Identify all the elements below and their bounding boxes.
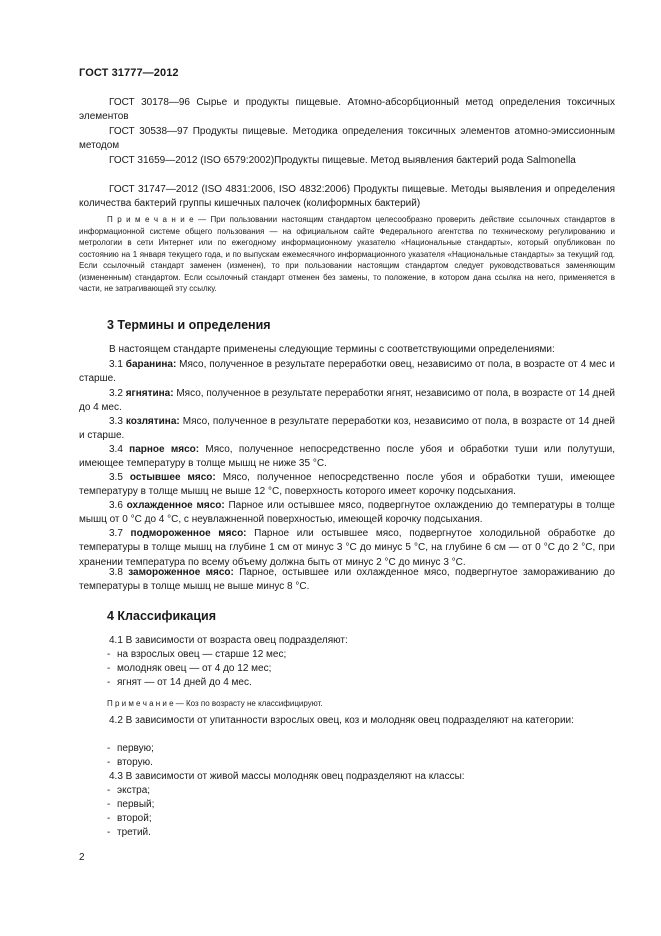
term-name: подмороженное мясо: [130, 528, 247, 539]
term-number: 3.7 [109, 528, 131, 539]
note-label: П р и м е ч а н и е — [107, 215, 207, 224]
note-label: П р и м е ч а н и е — [107, 699, 184, 708]
term-number: 3.2 [109, 388, 126, 399]
term-number: 3.3 [109, 416, 126, 427]
list-item: - экстра; [107, 785, 151, 796]
section-heading: 4 Классификация [107, 609, 217, 623]
note-paragraph [79, 698, 615, 710]
term-text: Мясо, полученное непосредственно после убоя и обработки туши, имеющее температуру в толще мышц не выше 12 °С, поверхность которого имеет корочку подсыхания. [79, 472, 615, 498]
reference-item: ГОСТ 31659—2012 (ISO 6579:2002)Продукты пищевые. Метод выявления бактерий рода Salmonella [109, 155, 576, 166]
term-text: Мясо, полученное в результате переработки овец, независимо от пола, в возрасте от 4 мес и старше. [79, 359, 615, 385]
term-definition [79, 527, 615, 570]
page-number: 2 [79, 852, 85, 863]
term-text: Мясо, полученное в результате переработки ягнят, независимо от пола, в возрасте от 14 дней до 4 мес. [79, 388, 615, 414]
clause-paragraph: 4.1 В зависимости от возраста овец подразделяют: [109, 635, 348, 646]
note-paragraph [79, 214, 615, 295]
reference-item: ГОСТ 31747—2012 (ISO 4831:2006, ISO 4832:2006) Продукты пищевые. Методы выявления и определения количества бактерий группы кишечных палочек (колиформных бактерий) [79, 184, 615, 210]
term-definition [79, 499, 615, 528]
term-number: 3.1 [109, 359, 126, 370]
term-name: баранина: [125, 359, 177, 370]
list-item: - вторую. [107, 757, 153, 768]
term-number: 3.8 [109, 567, 129, 578]
section-heading: 3 Термины и определения [107, 318, 271, 332]
term-number: 3.4 [109, 444, 130, 455]
term-definition [79, 471, 615, 500]
note-text: Коз по возрасту не классифицируют. [183, 699, 323, 708]
term-name: парное мясо: [129, 444, 200, 455]
list-item: - молодняк овец — от 4 до 12 мес; [107, 663, 272, 674]
list-item: - первый; [107, 799, 155, 810]
list-item: - ягнят — от 14 дней до 4 мес. [107, 677, 252, 688]
document-header: ГОСТ 31777—2012 [79, 67, 179, 79]
term-text: Парное или остывшее мясо, подвергнутое охлаждению до температуры в толще мышц от 0 °С до 4 °С, с неувлажненной поверхностью, имеющей корочку подсыхания. [79, 500, 615, 526]
term-name: охлажденное мясо: [126, 500, 225, 511]
term-name: остывшее мясо: [129, 472, 216, 483]
term-name: замороженное мясо: [128, 567, 234, 578]
list-item: - на взрослых овец — старше 12 мес; [107, 649, 287, 660]
term-text: Парное или остывшее мясо, подвергнутое холодильной обработке до температуры в толще мышц на глубине 1 см от минус 3 °С до минус 5 °С, на глубине 6 см — от 0 °С до 2 °С, при хранении температура по всему объему должна быть от минус 2 °С до минус 3 °С. [79, 528, 615, 568]
note-text: При пользовании настоящим стандартом целесообразно проверить действие ссылочных стандартов в информационной системе общего пользования — на официальном сайте Федерального агентства по техническому регулированию и метрологии в сети Интернет или по ежегодному информационному указателю «Национальные стандарты», который опубликован по состоянию на 1 января текущего года, и по выпускам ежемесячного информационного указателя «Национальные стандарты» за текущий год. Если ссылочный стандарт заменен (изменен), то при пользовании настоящим стандартом следует руководствоваться заменяющим (измененным) стандартом. Если ссылочный стандарт отменен без замены, то положение, в котором дана ссылка на него, применяется в части, не затрагивающей эту ссылку. [79, 215, 615, 293]
term-number: 3.6 [109, 500, 127, 511]
term-definition [79, 415, 615, 444]
term-definition [79, 443, 615, 472]
term-text: Мясо, полученное в результате переработки коз, независимо от пола, в возрасте от 14 дней и старше. [79, 416, 615, 442]
reference-item: ГОСТ 30178—96 Сырье и продукты пищевые. Атомно-абсорбционный метод определения токсичных элементов [79, 97, 615, 123]
term-definition [79, 358, 615, 387]
term-definition [79, 566, 615, 595]
clause-paragraph: 4.3 В зависимости от живой массы молодняк овец подразделяют на классы: [109, 771, 465, 782]
reference-item: ГОСТ 30538—97 Продукты пищевые. Методика определения токсичных элементов атомно-эмиссионным методом [79, 126, 615, 152]
list-item: - третий. [107, 827, 151, 838]
term-name: козлятина: [125, 416, 180, 427]
term-text: Парное, остывшее или охлажденное мясо, подвергнутое замораживанию до температуры в толще мышц не выше минус 8 °С. [79, 567, 615, 593]
section-intro: В настоящем стандарте применены следующие термины с соответствующими определениями: [109, 344, 555, 355]
term-text: Мясо, полученное непосредственно после убоя и обработки туши или полутуши, имеющее температуру в толще мышц не ниже 35 °С. [79, 444, 615, 470]
term-definition [79, 387, 615, 416]
list-item: - первую; [107, 743, 154, 754]
clause-paragraph: 4.2 В зависимости от упитанности взрослых овец, коз и молодняк овец подразделяют на категории: [109, 715, 574, 726]
term-name: ягнятина: [125, 388, 174, 399]
term-number: 3.5 [109, 472, 130, 483]
list-item: - второй; [107, 813, 152, 824]
